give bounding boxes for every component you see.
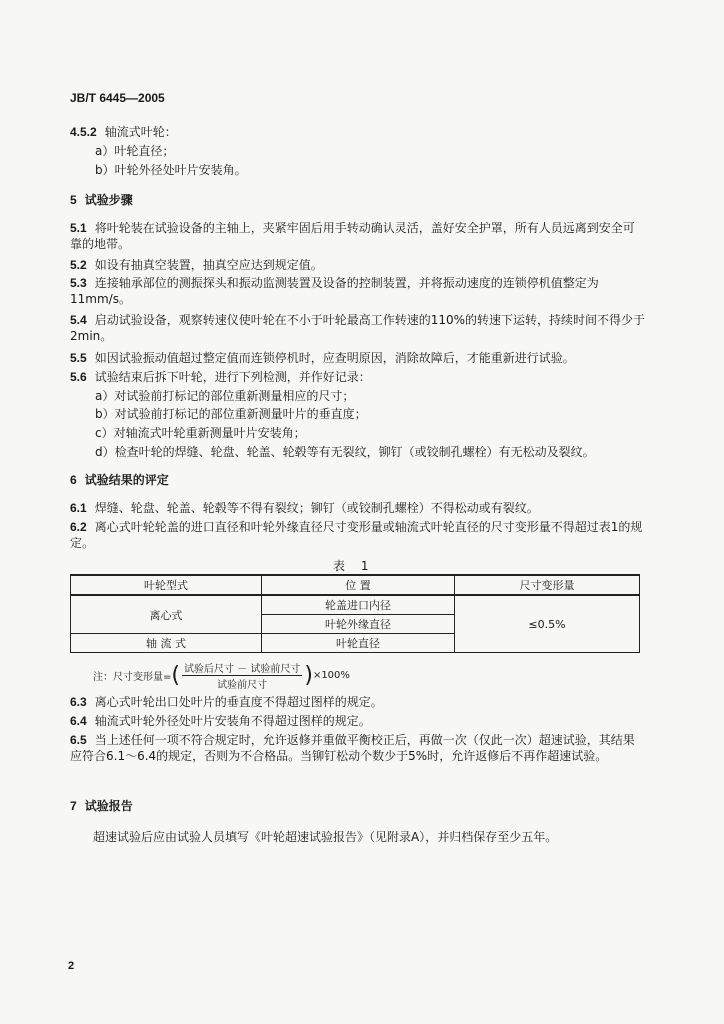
section-heading-7 — [70, 798, 133, 814]
table-cell: 轴 流 式 — [71, 634, 262, 653]
clause-text: 离心式叶轮轮盖的进口直径和叶轮外缘直径尺寸变形量或轴流式叶轮直径的尺寸变形量不得超过表1的规定。 — [70, 520, 643, 550]
deformation-table — [70, 574, 640, 653]
table-cell: 离心式 — [71, 595, 262, 634]
clause-text: 启动试验设备，观察转速仪使叶轮在不小于叶轮最高工作转速的110%的转速下运转，持续时间不得少于2min。 — [70, 313, 645, 343]
clause-5-1 — [70, 220, 645, 252]
table-title: 表 1 — [333, 559, 375, 573]
clause-6-2 — [70, 519, 645, 551]
section-number: 6 — [70, 473, 77, 487]
section-heading-5 — [70, 192, 133, 208]
clause-number: 6.3 — [70, 695, 87, 709]
clause-5-2 — [70, 257, 645, 273]
clause-5-5 — [70, 350, 645, 366]
section-number: 7 — [70, 799, 77, 813]
list-item: a）叶轮直径； — [95, 144, 175, 158]
clause-text: 当上述任何一项不符合规定时，允许返修并重做平衡校正后，再做一次（仅此一次）超速试验，其结果应符合6.1～6.4的规定，否则为不合格品。当铆钉松动个数少于5%时，允许返修后不再作超速试验。 — [70, 733, 635, 763]
clause-number: 5.6 — [70, 370, 87, 384]
note-suffix: ×100% — [312, 670, 350, 681]
clause-number: 5.1 — [70, 221, 87, 235]
clause-6-3 — [70, 694, 645, 710]
table-header: 位 置 — [262, 575, 455, 595]
fraction-denominator: 试验前尺寸 — [217, 680, 268, 691]
table-cell: 叶轮外缘直径 — [262, 615, 455, 634]
section-title: 试验结果的评定 — [84, 473, 169, 487]
clause-text: 试验结束后拆下叶轮，进行下列检测，并作好记录： — [94, 370, 371, 384]
clause-number: 6.2 — [70, 520, 87, 534]
clause-text: 连接轴承部位的测振探头和振动监测装置及设备的控制装置，并将振动速度的连锁停机值整定为11mm/s。 — [70, 276, 599, 306]
clause-number: 5.5 — [70, 351, 87, 365]
clause-4-5-2 — [70, 124, 177, 140]
clause-5-6 — [70, 369, 645, 385]
standard-code: JB/T 6445—2005 — [70, 91, 165, 105]
clause-5-3 — [70, 275, 645, 307]
list-item: d）检查叶轮的焊缝、轮盘、轮盖、轮毂等有无裂纹，铆钉（或铰制孔螺栓）有无松动及裂纹。 — [95, 445, 595, 459]
clause-text: 如设有抽真空装置，抽真空应达到规定值。 — [94, 258, 323, 272]
fraction — [182, 660, 302, 691]
clause-text: 将叶轮装在试验设备的主轴上，夹紧牢固后用手转动确认灵活，盖好安全护罩，所有人员远离到安全可靠的地带。 — [70, 221, 635, 251]
table-header-row — [71, 575, 640, 595]
clause-number: 6.4 — [70, 714, 87, 728]
clause-number: 6.5 — [70, 733, 87, 747]
page-number: 2 — [68, 960, 75, 972]
clause-number: 5.3 — [70, 276, 87, 290]
table-cell: 叶轮直径 — [262, 634, 455, 653]
table-header: 尺寸变形量 — [455, 575, 640, 595]
clause-5-4 — [70, 312, 645, 344]
list-item: a）对试验前打标记的部位重新测量相应的尺寸； — [95, 389, 355, 403]
note-prefix: 注：尺寸变形量= — [93, 672, 172, 683]
clause-6-5 — [70, 732, 645, 764]
table-cell: ≤0.5% — [455, 595, 640, 653]
table-row — [71, 595, 640, 615]
formula-note — [93, 660, 350, 691]
table-header: 叶轮型式 — [71, 575, 262, 595]
clause-text: 焊缝、轮盘、轮盖、轮毂等不得有裂纹；铆钉（或铰制孔螺栓）不得松动或有裂纹。 — [94, 501, 539, 515]
clause-6-1 — [70, 500, 645, 516]
list-item: c）对轴流式叶轮重新测量叶片安装角； — [95, 426, 306, 440]
section-number: 5 — [70, 193, 77, 207]
right-paren-glyph: ) — [304, 662, 313, 688]
clause-title: 轴流式叶轮： — [104, 125, 177, 139]
clause-number: 5.2 — [70, 258, 87, 272]
clause-text: 如因试验振动值超过整定值而连锁停机时，应查明原因，消除故障后，才能重新进行试验。 — [94, 351, 575, 365]
clause-6-4 — [70, 713, 645, 729]
table-cell: 轮盖进口内径 — [262, 595, 455, 615]
list-item: b）对试验前打标记的部位重新测量叶片的垂直度； — [95, 407, 367, 421]
list-item: b）叶轮外径处叶片安装角。 — [95, 163, 247, 177]
section-7-text: 超速试验后应由试验人员填写《叶轮超速试验报告》（见附录A），并归档保存至少五年。 — [93, 830, 558, 844]
clause-number: 5.4 — [70, 313, 87, 327]
section-heading-6 — [70, 472, 169, 488]
clause-number: 6.1 — [70, 501, 87, 515]
clause-text: 离心式叶轮出口处叶片的垂直度不得超过图样的规定。 — [94, 695, 383, 709]
clause-number: 4.5.2 — [70, 125, 97, 139]
fraction-numerator: 试验后尺寸 － 试验前尺寸 — [182, 660, 302, 676]
left-paren-glyph: ( — [171, 662, 180, 688]
clause-text: 轴流式叶轮外径处叶片安装角不得超过图样的规定。 — [94, 714, 371, 728]
section-title: 试验报告 — [84, 799, 133, 813]
section-title: 试验步骤 — [84, 193, 133, 207]
